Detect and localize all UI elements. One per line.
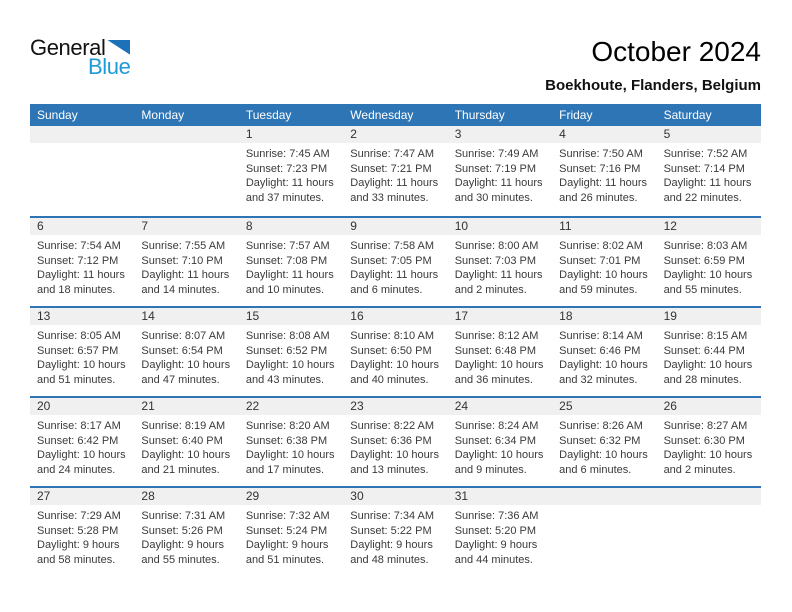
day-details <box>448 415 552 477</box>
day-number: 14 <box>134 308 238 325</box>
weekday-header-row <box>30 104 761 126</box>
daylight-line: Daylight: 11 hours and 2 minutes. <box>454 269 543 296</box>
daylight-line: Daylight: 10 hours and 21 minutes. <box>141 449 231 476</box>
day-number: 26 <box>657 398 761 415</box>
sunrise-line: Sunrise: 7:47 AM <box>350 148 435 160</box>
day-cell-4 <box>552 126 656 216</box>
day-cell-30 <box>343 488 447 576</box>
sunset-line: Sunset: 7:12 PM <box>37 254 119 267</box>
day-number: 12 <box>657 218 761 235</box>
month-title: October 2024 <box>591 36 761 67</box>
sunrise-line: Sunrise: 8:14 AM <box>559 330 643 342</box>
sunset-line: Sunset: 6:59 PM <box>663 254 745 267</box>
sunrise-line: Sunrise: 8:22 AM <box>350 420 435 432</box>
day-cell-16 <box>343 308 447 396</box>
day-cell-3 <box>448 126 552 216</box>
day-details <box>552 235 656 297</box>
sunrise-line: Sunrise: 8:02 AM <box>559 240 643 252</box>
daylight-line: Daylight: 11 hours and 10 minutes. <box>245 269 334 296</box>
day-number: 23 <box>343 398 447 415</box>
sunrise-line: Sunrise: 7:54 AM <box>37 240 121 252</box>
sunset-line: Sunset: 7:19 PM <box>454 162 537 175</box>
sunset-line: Sunset: 6:52 PM <box>245 344 328 357</box>
sunset-line: Sunset: 7:01 PM <box>559 254 641 267</box>
sunrise-line: Sunrise: 8:00 AM <box>454 240 539 252</box>
day-cell-19 <box>657 308 761 396</box>
day-number: 10 <box>448 218 552 235</box>
day-details <box>134 235 238 297</box>
day-cell-24 <box>448 398 552 486</box>
sunrise-line: Sunrise: 7:45 AM <box>245 148 330 160</box>
daylight-line: Daylight: 9 hours and 44 minutes. <box>454 539 538 566</box>
day-details <box>30 325 134 387</box>
day-details <box>134 505 238 567</box>
location-subtitle: Boekhoute, Flanders, Belgium <box>545 77 761 94</box>
day-cell-11 <box>552 218 656 306</box>
daylight-line: Daylight: 9 hours and 48 minutes. <box>350 539 433 566</box>
day-number: 29 <box>239 488 343 505</box>
sunset-line: Sunset: 6:32 PM <box>559 434 641 447</box>
day-number: 17 <box>448 308 552 325</box>
day-number: 6 <box>30 218 134 235</box>
sunrise-line: Sunrise: 8:26 AM <box>559 420 643 432</box>
sunset-line: Sunset: 6:36 PM <box>350 434 432 447</box>
day-cell-1 <box>239 126 343 216</box>
day-details <box>343 143 447 205</box>
day-details <box>552 325 656 387</box>
general-blue-logo <box>30 36 130 78</box>
day-details <box>30 415 134 477</box>
daylight-line: Daylight: 10 hours and 17 minutes. <box>245 449 335 476</box>
daylight-line: Daylight: 11 hours and 22 minutes. <box>663 177 752 204</box>
day-number: 8 <box>239 218 343 235</box>
sunrise-line: Sunrise: 8:12 AM <box>454 330 539 342</box>
day-number: 20 <box>30 398 134 415</box>
day-cell-empty <box>30 126 134 216</box>
sunset-line: Sunset: 6:34 PM <box>454 434 537 447</box>
weekday-header-sunday: Sunday <box>37 108 78 122</box>
day-cell-12 <box>657 218 761 306</box>
day-details <box>448 505 552 567</box>
day-details <box>343 415 447 477</box>
day-number: 30 <box>343 488 447 505</box>
sunset-line: Sunset: 7:08 PM <box>245 254 328 267</box>
sunset-line: Sunset: 5:28 PM <box>37 524 119 537</box>
sunrise-line: Sunrise: 7:34 AM <box>350 510 435 522</box>
daylight-line: Daylight: 11 hours and 6 minutes. <box>350 269 439 296</box>
day-details <box>552 143 656 205</box>
day-details <box>657 143 761 205</box>
day-details <box>239 505 343 567</box>
sunset-line: Sunset: 5:20 PM <box>454 524 537 537</box>
day-cell-14 <box>134 308 238 396</box>
weekday-header-thursday: Thursday <box>454 108 505 122</box>
sunrise-line: Sunrise: 8:05 AM <box>37 330 121 342</box>
daylight-line: Daylight: 10 hours and 13 minutes. <box>350 449 439 476</box>
sunset-line: Sunset: 6:30 PM <box>663 434 745 447</box>
day-number: 13 <box>30 308 134 325</box>
day-cell-2 <box>343 126 447 216</box>
week-row-3 <box>30 306 761 396</box>
day-number <box>30 126 134 143</box>
sunset-line: Sunset: 7:03 PM <box>454 254 537 267</box>
sunrise-line: Sunrise: 7:55 AM <box>141 240 226 252</box>
day-details <box>448 143 552 205</box>
sunrise-line: Sunrise: 8:08 AM <box>245 330 330 342</box>
day-number: 22 <box>239 398 343 415</box>
day-number: 7 <box>134 218 238 235</box>
day-details <box>448 235 552 297</box>
day-number: 5 <box>657 126 761 143</box>
day-details <box>134 415 238 477</box>
day-cell-7 <box>134 218 238 306</box>
day-number: 9 <box>343 218 447 235</box>
day-details <box>239 143 343 205</box>
daylight-line: Daylight: 10 hours and 6 minutes. <box>559 449 648 476</box>
sunset-line: Sunset: 6:46 PM <box>559 344 641 357</box>
sunrise-line: Sunrise: 7:36 AM <box>454 510 539 522</box>
day-cell-15 <box>239 308 343 396</box>
sunset-line: Sunset: 6:50 PM <box>350 344 432 357</box>
day-details <box>448 325 552 387</box>
sunrise-line: Sunrise: 7:57 AM <box>245 240 330 252</box>
day-number: 2 <box>343 126 447 143</box>
day-details <box>239 325 343 387</box>
daylight-line: Daylight: 11 hours and 18 minutes. <box>37 269 125 296</box>
daylight-line: Daylight: 10 hours and 24 minutes. <box>37 449 126 476</box>
sunset-line: Sunset: 6:54 PM <box>141 344 223 357</box>
daylight-line: Daylight: 10 hours and 59 minutes. <box>559 269 648 296</box>
day-number <box>657 488 761 505</box>
calendar-table <box>30 104 761 576</box>
day-cell-empty <box>657 488 761 576</box>
daylight-line: Daylight: 11 hours and 26 minutes. <box>559 177 647 204</box>
daylight-line: Daylight: 9 hours and 58 minutes. <box>37 539 120 566</box>
day-cell-29 <box>239 488 343 576</box>
sunset-line: Sunset: 6:38 PM <box>245 434 328 447</box>
logo-text-blue: Blue <box>88 54 131 79</box>
weekday-header-saturday: Saturday <box>663 108 712 122</box>
daylight-line: Daylight: 10 hours and 36 minutes. <box>454 359 544 386</box>
sunset-line: Sunset: 6:40 PM <box>141 434 223 447</box>
day-cell-20 <box>30 398 134 486</box>
sunrise-line: Sunrise: 7:31 AM <box>141 510 226 522</box>
daylight-line: Daylight: 10 hours and 51 minutes. <box>37 359 126 386</box>
sunset-line: Sunset: 5:24 PM <box>245 524 328 537</box>
sunset-line: Sunset: 7:05 PM <box>350 254 432 267</box>
daylight-line: Daylight: 10 hours and 9 minutes. <box>454 449 544 476</box>
sunrise-line: Sunrise: 7:32 AM <box>245 510 330 522</box>
day-cell-13 <box>30 308 134 396</box>
sunrise-line: Sunrise: 8:10 AM <box>350 330 435 342</box>
daylight-line: Daylight: 11 hours and 37 minutes. <box>245 177 334 204</box>
sunrise-line: Sunrise: 7:50 AM <box>559 148 643 160</box>
logo-flag-icon <box>107 40 130 55</box>
day-details <box>343 235 447 297</box>
daylight-line: Daylight: 11 hours and 14 minutes. <box>141 269 230 296</box>
weekday-header-wednesday: Wednesday <box>350 108 414 122</box>
day-number: 28 <box>134 488 238 505</box>
day-number: 19 <box>657 308 761 325</box>
day-cell-31 <box>448 488 552 576</box>
daylight-line: Daylight: 10 hours and 32 minutes. <box>559 359 648 386</box>
day-details <box>657 235 761 297</box>
day-details <box>30 505 134 567</box>
day-cell-21 <box>134 398 238 486</box>
day-number: 27 <box>30 488 134 505</box>
day-cell-23 <box>343 398 447 486</box>
day-details <box>657 415 761 477</box>
title-block <box>545 36 761 94</box>
sunrise-line: Sunrise: 8:17 AM <box>37 420 121 432</box>
logo-text-general: General <box>30 35 106 60</box>
day-number: 11 <box>552 218 656 235</box>
day-details <box>239 235 343 297</box>
day-cell-10 <box>448 218 552 306</box>
daylight-line: Daylight: 11 hours and 30 minutes. <box>454 177 543 204</box>
daylight-line: Daylight: 10 hours and 2 minutes. <box>663 449 753 476</box>
week-row-1 <box>30 126 761 216</box>
sunset-line: Sunset: 6:44 PM <box>663 344 745 357</box>
day-number: 15 <box>239 308 343 325</box>
day-details <box>552 415 656 477</box>
sunset-line: Sunset: 7:10 PM <box>141 254 223 267</box>
day-details <box>134 325 238 387</box>
day-cell-27 <box>30 488 134 576</box>
day-details <box>239 415 343 477</box>
sunrise-line: Sunrise: 8:03 AM <box>663 240 748 252</box>
daylight-line: Daylight: 10 hours and 43 minutes. <box>245 359 335 386</box>
calendar-weeks <box>30 126 761 576</box>
weekday-header-tuesday: Tuesday <box>245 108 292 122</box>
day-number: 18 <box>552 308 656 325</box>
day-details <box>343 325 447 387</box>
daylight-line: Daylight: 9 hours and 55 minutes. <box>141 539 224 566</box>
weekday-header-monday: Monday <box>141 108 185 122</box>
day-details <box>657 325 761 387</box>
daylight-line: Daylight: 11 hours and 33 minutes. <box>350 177 439 204</box>
sunrise-line: Sunrise: 7:52 AM <box>663 148 748 160</box>
sunrise-line: Sunrise: 8:07 AM <box>141 330 226 342</box>
day-cell-22 <box>239 398 343 486</box>
day-cell-28 <box>134 488 238 576</box>
sunset-line: Sunset: 7:14 PM <box>663 162 745 175</box>
day-cell-25 <box>552 398 656 486</box>
sunrise-line: Sunrise: 8:15 AM <box>663 330 748 342</box>
day-cell-8 <box>239 218 343 306</box>
daylight-line: Daylight: 10 hours and 28 minutes. <box>663 359 753 386</box>
day-cell-17 <box>448 308 552 396</box>
daylight-line: Daylight: 10 hours and 40 minutes. <box>350 359 439 386</box>
week-row-4 <box>30 396 761 486</box>
day-number <box>552 488 656 505</box>
sunset-line: Sunset: 7:21 PM <box>350 162 432 175</box>
day-number <box>134 126 238 143</box>
day-cell-6 <box>30 218 134 306</box>
day-number: 31 <box>448 488 552 505</box>
week-row-5 <box>30 486 761 576</box>
day-cell-9 <box>343 218 447 306</box>
day-cell-5 <box>657 126 761 216</box>
sunset-line: Sunset: 7:23 PM <box>245 162 328 175</box>
sunrise-line: Sunrise: 8:24 AM <box>454 420 539 432</box>
sunset-line: Sunset: 5:22 PM <box>350 524 432 537</box>
day-number: 3 <box>448 126 552 143</box>
daylight-line: Daylight: 9 hours and 51 minutes. <box>245 539 329 566</box>
sunset-line: Sunset: 6:57 PM <box>37 344 119 357</box>
sunset-line: Sunset: 7:16 PM <box>559 162 641 175</box>
sunset-line: Sunset: 6:48 PM <box>454 344 537 357</box>
day-number: 4 <box>552 126 656 143</box>
day-number: 25 <box>552 398 656 415</box>
day-number: 16 <box>343 308 447 325</box>
sunrise-line: Sunrise: 7:49 AM <box>454 148 539 160</box>
sunrise-line: Sunrise: 7:58 AM <box>350 240 435 252</box>
daylight-line: Daylight: 10 hours and 55 minutes. <box>663 269 753 296</box>
sunrise-line: Sunrise: 8:20 AM <box>245 420 330 432</box>
day-cell-empty <box>134 126 238 216</box>
sunrise-line: Sunrise: 8:27 AM <box>663 420 748 432</box>
day-number: 21 <box>134 398 238 415</box>
sunrise-line: Sunrise: 7:29 AM <box>37 510 121 522</box>
day-cell-18 <box>552 308 656 396</box>
sunset-line: Sunset: 6:42 PM <box>37 434 119 447</box>
daylight-line: Daylight: 10 hours and 47 minutes. <box>141 359 231 386</box>
day-number: 1 <box>239 126 343 143</box>
sunset-line: Sunset: 5:26 PM <box>141 524 223 537</box>
day-cell-empty <box>552 488 656 576</box>
weekday-header-friday: Friday <box>559 108 593 122</box>
day-details <box>343 505 447 567</box>
day-number: 24 <box>448 398 552 415</box>
day-details <box>30 235 134 297</box>
sunrise-line: Sunrise: 8:19 AM <box>141 420 226 432</box>
week-row-2 <box>30 216 761 306</box>
day-cell-26 <box>657 398 761 486</box>
